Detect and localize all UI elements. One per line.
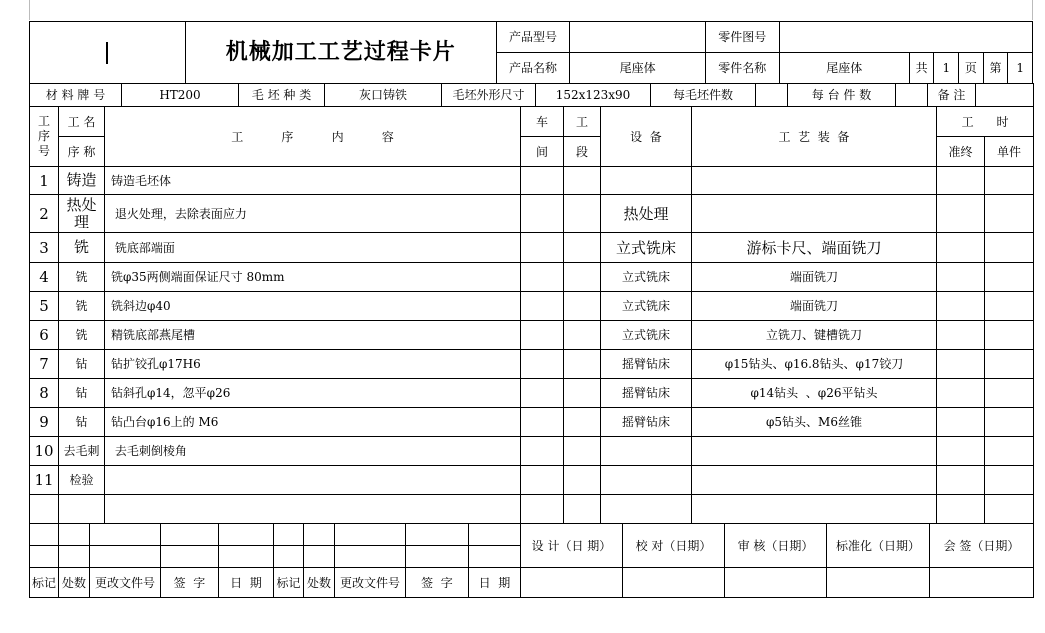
col-workshop-top: 车 <box>521 107 564 137</box>
row-time-unit[interactable] <box>985 466 1034 495</box>
row-tooling[interactable]: φ14钻头 、φ26平钻头 <box>692 379 937 408</box>
col-tooling: 工 艺 装 备 <box>692 107 937 167</box>
row-seq-name[interactable]: 铣 <box>59 233 105 263</box>
row-seq-no[interactable]: 6 <box>30 321 59 350</box>
row-equipment[interactable]: 摇臂钻床 <box>601 350 692 379</box>
product-model-label: 产品型号 <box>496 22 570 53</box>
blank-type-value[interactable]: 灰口铸铁 <box>325 84 442 107</box>
product-name-label: 产品名称 <box>496 53 570 84</box>
row-equipment[interactable]: 立式铣床 <box>601 233 692 263</box>
row-workshop[interactable] <box>521 466 564 495</box>
row-equipment[interactable]: 立式铣床 <box>601 263 692 292</box>
row-tooling[interactable]: φ15钻头、φ16.8钻头、φ17铰刀 <box>692 350 937 379</box>
row-equipment[interactable] <box>601 437 692 466</box>
row-tooling[interactable]: 立铣刀、键槽铣刀 <box>692 321 937 350</box>
row-time-unit[interactable] <box>985 408 1034 437</box>
row-time-prep[interactable] <box>937 379 985 408</box>
row-workshop[interactable] <box>521 350 564 379</box>
rev-sign-label: 签 字 <box>161 568 219 598</box>
process-row <box>30 292 1034 321</box>
row-time-unit[interactable] <box>985 350 1034 379</box>
rev-mark2-label: 标记 <box>274 568 304 598</box>
rev-cell[interactable] <box>90 524 161 546</box>
page-label: 第 <box>983 53 1008 84</box>
countersign-label: 会 签（日期） <box>930 524 1034 568</box>
rev-cell[interactable] <box>90 546 161 568</box>
rev-cell[interactable] <box>274 524 304 546</box>
product-model-value[interactable] <box>570 22 705 53</box>
row-content[interactable]: 钻扩铰孔φ17H6 <box>105 350 521 379</box>
row-content[interactable]: 钻斜孔φ14，忽平φ26 <box>105 379 521 408</box>
rev-docno2-label: 更改文件号 <box>335 568 406 598</box>
row-seq-no[interactable] <box>30 495 59 524</box>
row-tooling[interactable]: 端面铣刀 <box>692 292 937 321</box>
product-name-value[interactable]: 尾座体 <box>570 53 705 84</box>
rev-cell[interactable] <box>335 524 406 546</box>
process-row <box>30 195 1034 233</box>
row-section[interactable] <box>564 495 601 524</box>
rev-count2-label: 处数 <box>304 568 335 598</box>
row-section[interactable] <box>564 167 601 195</box>
row-seq-no[interactable]: 10 <box>30 437 59 466</box>
rev-cell[interactable] <box>59 546 90 568</box>
signoff-block <box>29 523 1034 598</box>
row-seq-name[interactable]: 铣 <box>59 321 105 350</box>
rev-cell[interactable] <box>161 524 219 546</box>
row-equipment[interactable]: 立式铣床 <box>601 292 692 321</box>
blank-size-value[interactable]: 152x123x90 <box>536 84 651 107</box>
rev-cell[interactable] <box>469 524 521 546</box>
row-time-unit[interactable] <box>985 167 1034 195</box>
row-seq-name[interactable]: 钻 <box>59 408 105 437</box>
row-time-prep[interactable] <box>937 437 985 466</box>
review-label: 审 核（日期） <box>725 524 827 568</box>
process-row <box>30 350 1034 379</box>
row-time-unit[interactable] <box>985 379 1034 408</box>
row-seq-no[interactable]: 11 <box>30 466 59 495</box>
part-drawing-label: 零件图号 <box>705 22 779 53</box>
row-section[interactable] <box>564 466 601 495</box>
part-name-label: 零件名称 <box>705 53 779 84</box>
row-time-prep[interactable] <box>937 321 985 350</box>
check-sign-cell[interactable] <box>623 568 725 598</box>
row-content[interactable]: 铣底部端面 <box>105 233 521 263</box>
row-time-prep[interactable] <box>937 263 985 292</box>
row-time-unit[interactable] <box>985 292 1034 321</box>
rev-cell[interactable] <box>219 524 274 546</box>
row-equipment[interactable]: 摇臂钻床 <box>601 379 692 408</box>
row-section[interactable] <box>564 437 601 466</box>
total-pages[interactable]: 1 <box>934 53 959 84</box>
standard-label: 标准化（日期） <box>827 524 930 568</box>
rev-date2-label: 日 期 <box>469 568 521 598</box>
row-tooling[interactable] <box>692 437 937 466</box>
blank-type-label: 毛 坯 种 类 <box>239 84 325 107</box>
rev-cell[interactable] <box>274 546 304 568</box>
row-workshop[interactable] <box>521 437 564 466</box>
col-time-prep: 准终 <box>937 137 985 167</box>
row-content[interactable] <box>105 495 521 524</box>
process-row <box>30 379 1034 408</box>
row-seq-name[interactable]: 铸造 <box>59 167 105 195</box>
col-seq-name-top: 工 名 <box>59 107 105 137</box>
per-unit-value[interactable] <box>896 84 928 107</box>
row-tooling[interactable] <box>692 195 937 233</box>
review-sign-cell[interactable] <box>725 568 827 598</box>
col-section-bottom: 段 <box>564 137 601 167</box>
row-time-prep[interactable] <box>937 350 985 379</box>
card-header <box>29 21 1033 84</box>
row-section[interactable] <box>564 408 601 437</box>
logo-mark <box>106 42 108 64</box>
rev-cell[interactable] <box>304 524 335 546</box>
row-tooling[interactable] <box>692 495 937 524</box>
row-time-prep[interactable] <box>937 495 985 524</box>
page-no[interactable]: 1 <box>1008 53 1033 84</box>
rev-mark-label: 标记 <box>30 568 59 598</box>
rev-count-label: 处数 <box>59 568 90 598</box>
row-section[interactable] <box>564 233 601 263</box>
row-workshop[interactable] <box>521 292 564 321</box>
row-workshop[interactable] <box>521 167 564 195</box>
row-seq-no[interactable]: 5 <box>30 292 59 321</box>
rev-cell[interactable] <box>304 546 335 568</box>
row-seq-name[interactable]: 检验 <box>59 466 105 495</box>
design-label: 设 计（日 期） <box>521 524 623 568</box>
card-title: 机械加工工艺过程卡片 <box>185 22 496 84</box>
design-sign-cell[interactable] <box>521 568 623 598</box>
row-time-prep[interactable] <box>937 233 985 263</box>
material-row <box>29 83 1034 107</box>
row-seq-no[interactable]: 2 <box>30 195 59 233</box>
per-blank-value[interactable] <box>756 84 788 107</box>
rev-cell[interactable] <box>406 546 469 568</box>
row-content[interactable]: 精铣底部燕尾槽 <box>105 321 521 350</box>
material-grade-value[interactable]: HT200 <box>122 84 239 107</box>
process-row <box>30 466 1034 495</box>
rev-docno-label: 更改文件号 <box>90 568 161 598</box>
countersign-sign-cell[interactable] <box>930 568 1034 598</box>
row-equipment[interactable] <box>601 466 692 495</box>
remark-value[interactable] <box>976 84 1034 107</box>
row-time-prep[interactable] <box>937 408 985 437</box>
col-workshop-bottom: 间 <box>521 137 564 167</box>
row-seq-name[interactable]: 热处 理 <box>59 195 105 233</box>
row-equipment[interactable] <box>601 495 692 524</box>
row-workshop[interactable] <box>521 195 564 233</box>
row-time-unit[interactable] <box>985 495 1034 524</box>
row-tooling[interactable]: 端面铣刀 <box>692 263 937 292</box>
rev-cell[interactable] <box>335 546 406 568</box>
row-time-prep[interactable] <box>937 195 985 233</box>
rev-sign2-label: 签 字 <box>406 568 469 598</box>
page-unit: 页 <box>959 53 984 84</box>
process-row <box>30 233 1034 263</box>
col-time: 工 时 <box>937 107 1034 137</box>
row-section[interactable] <box>564 263 601 292</box>
row-equipment[interactable] <box>601 167 692 195</box>
process-row <box>30 495 1034 524</box>
per-blank-label: 每毛坯件数 <box>651 84 756 107</box>
row-section[interactable] <box>564 321 601 350</box>
row-time-unit[interactable] <box>985 437 1034 466</box>
row-seq-name[interactable]: 钻 <box>59 379 105 408</box>
row-section[interactable] <box>564 350 601 379</box>
process-row <box>30 408 1034 437</box>
row-content[interactable] <box>105 466 521 495</box>
row-content[interactable]: 铸造毛坯体 <box>105 167 521 195</box>
row-time-unit[interactable] <box>985 195 1034 233</box>
row-workshop[interactable] <box>521 495 564 524</box>
check-label: 校 对（日期） <box>623 524 725 568</box>
standard-sign-cell[interactable] <box>827 568 930 598</box>
process-row <box>30 263 1034 292</box>
row-tooling[interactable]: φ5钻头、M6丝锥 <box>692 408 937 437</box>
rev-date-label: 日 期 <box>219 568 274 598</box>
row-seq-no[interactable]: 4 <box>30 263 59 292</box>
row-section[interactable] <box>564 379 601 408</box>
row-seq-name[interactable] <box>59 495 105 524</box>
row-workshop[interactable] <box>521 263 564 292</box>
row-content[interactable]: 钻凸台φ16上的 M6 <box>105 408 521 437</box>
row-content[interactable]: 去毛刺倒棱角 <box>105 437 521 466</box>
row-content[interactable]: 铣φ35两侧端面保证尺寸 80mm <box>105 263 521 292</box>
row-seq-name[interactable]: 去毛刺 <box>59 437 105 466</box>
row-seq-name[interactable]: 钻 <box>59 350 105 379</box>
total-label: 共 <box>909 53 934 84</box>
row-seq-name[interactable]: 铣 <box>59 292 105 321</box>
row-section[interactable] <box>564 292 601 321</box>
row-seq-no[interactable]: 8 <box>30 379 59 408</box>
col-seq-no: 工 序 号 <box>30 107 59 167</box>
per-unit-label: 每 台 件 数 <box>788 84 896 107</box>
row-seq-no[interactable]: 9 <box>30 408 59 437</box>
blank-size-label: 毛坯外形尺寸 <box>442 84 536 107</box>
col-equipment: 设 备 <box>601 107 692 167</box>
row-seq-name[interactable]: 铣 <box>59 263 105 292</box>
process-table <box>29 106 1034 524</box>
col-seq-name-bottom: 序 称 <box>59 137 105 167</box>
part-name-value[interactable]: 尾座体 <box>779 53 909 84</box>
material-grade-label: 材 料 牌 号 <box>30 84 122 107</box>
row-seq-no[interactable]: 3 <box>30 233 59 263</box>
process-row <box>30 321 1034 350</box>
row-workshop[interactable] <box>521 379 564 408</box>
row-time-prep[interactable] <box>937 167 985 195</box>
rev-cell[interactable] <box>469 546 521 568</box>
rev-cell[interactable] <box>161 546 219 568</box>
row-seq-no[interactable]: 1 <box>30 167 59 195</box>
row-section[interactable] <box>564 195 601 233</box>
rev-cell[interactable] <box>59 524 90 546</box>
row-time-unit[interactable] <box>985 263 1034 292</box>
row-seq-no[interactable]: 7 <box>30 350 59 379</box>
part-drawing-value[interactable] <box>779 22 1032 53</box>
rev-cell[interactable] <box>406 524 469 546</box>
row-workshop[interactable] <box>521 408 564 437</box>
rev-cell[interactable] <box>219 546 274 568</box>
row-workshop[interactable] <box>521 321 564 350</box>
row-tooling[interactable] <box>692 167 937 195</box>
row-workshop[interactable] <box>521 233 564 263</box>
process-row <box>30 437 1034 466</box>
rev-cell[interactable] <box>30 524 59 546</box>
row-time-unit[interactable] <box>985 321 1034 350</box>
row-content[interactable]: 退火处理，去除表面应力 <box>105 195 521 233</box>
row-equipment[interactable]: 热处理 <box>601 195 692 233</box>
col-content: 工 序 内 容 <box>105 107 521 167</box>
row-tooling[interactable] <box>692 466 937 495</box>
row-time-prep[interactable] <box>937 292 985 321</box>
row-equipment[interactable]: 立式铣床 <box>601 321 692 350</box>
process-row <box>30 167 1034 195</box>
row-tooling[interactable]: 游标卡尺、端面铣刀 <box>692 233 937 263</box>
col-section-top: 工 <box>564 107 601 137</box>
row-equipment[interactable]: 摇臂钻床 <box>601 408 692 437</box>
row-time-unit[interactable] <box>985 233 1034 263</box>
remark-label: 备 注 <box>928 84 976 107</box>
logo-cell <box>30 22 186 84</box>
row-time-prep[interactable] <box>937 466 985 495</box>
process-rows <box>30 167 1034 524</box>
process-card <box>29 21 1033 597</box>
rev-cell[interactable] <box>30 546 59 568</box>
row-content[interactable]: 铣斜边φ40 <box>105 292 521 321</box>
col-time-unit: 单件 <box>985 137 1034 167</box>
